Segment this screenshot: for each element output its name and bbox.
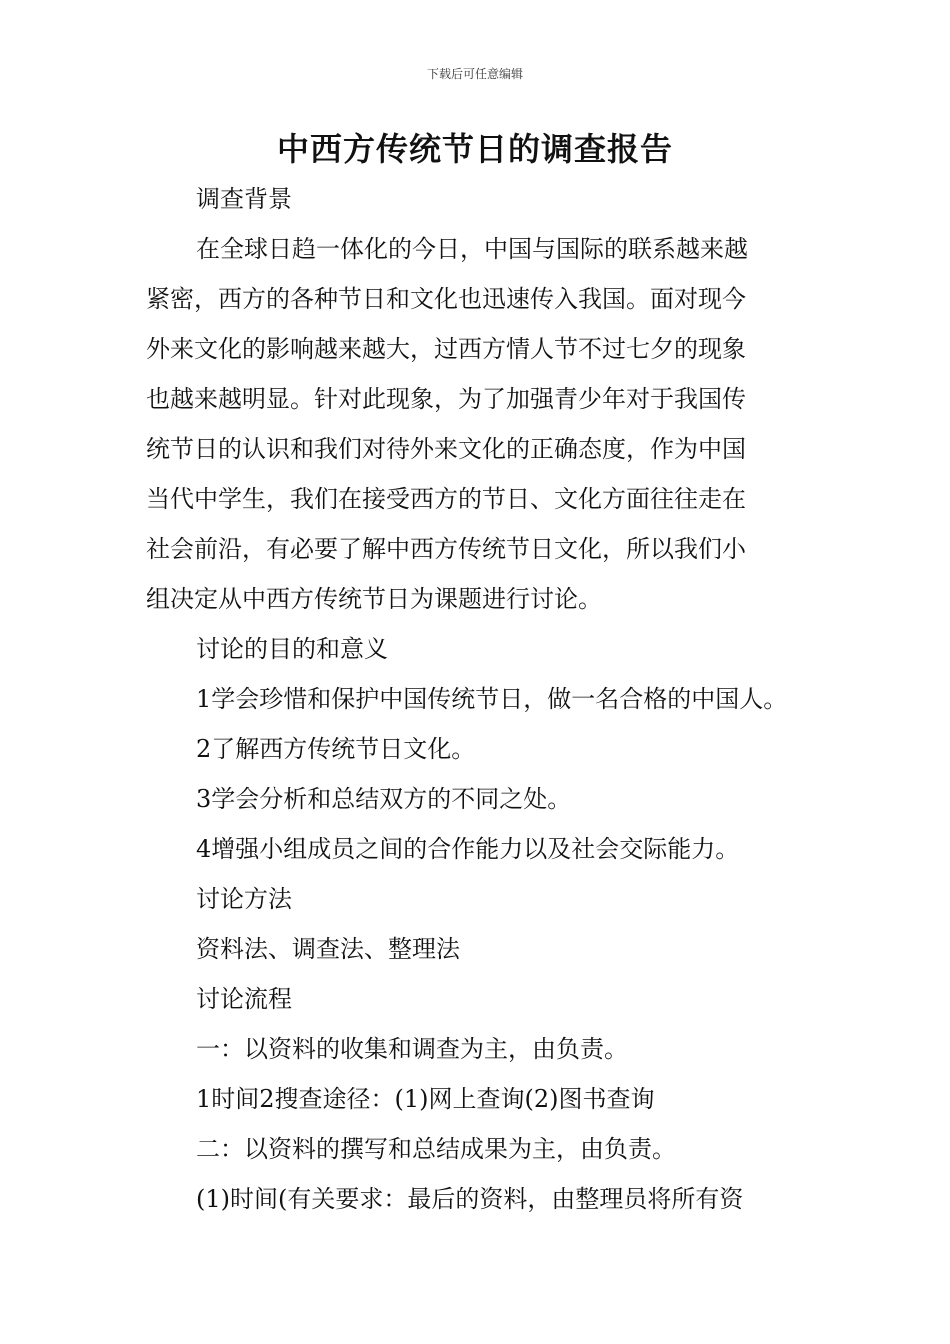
document-title: 中西方传统节日的调查报告 — [276, 130, 673, 168]
paragraph-line: 外来文化的影响越来越大，过西方情人节不过七夕的现象 — [146, 335, 746, 363]
list-item: 2了解西方传统节日文化。 — [196, 735, 476, 763]
section-heading-method: 讨论方法 — [196, 885, 292, 913]
section-heading-background: 调查背景 — [196, 185, 292, 213]
paragraph-line: (1)时间(有关要求：最后的资料，由整理员将所有资 — [196, 1185, 744, 1213]
paragraph-line: 1时间2搜查途径：(1)网上查询(2)图书查询 — [196, 1085, 655, 1113]
list-item: 3学会分析和总结双方的不同之处。 — [196, 785, 572, 813]
paragraph-line: 二：以资料的撰写和总结成果为主，由负责。 — [196, 1135, 676, 1163]
paragraph-line: 社会前沿，有必要了解中西方传统节日文化，所以我们小 — [146, 535, 746, 563]
paragraph-line: 也越来越明显。针对此现象，为了加强青少年对于我国传 — [146, 385, 746, 413]
list-item: 1学会珍惜和保护中国传统节日，做一名合格的中国人。 — [196, 685, 788, 713]
paragraph-line: 组决定从中西方传统节日为课题进行讨论。 — [146, 585, 602, 613]
paragraph-line: 紧密，西方的各种节日和文化也迅速传入我国。面对现今 — [146, 285, 746, 313]
paragraph-line: 一：以资料的收集和调查为主，由负责。 — [196, 1035, 628, 1063]
list-item: 4增强小组成员之间的合作能力以及社会交际能力。 — [196, 835, 740, 863]
paragraph-line: 统节日的认识和我们对待外来文化的正确态度，作为中国 — [146, 435, 746, 463]
section-heading-purpose: 讨论的目的和意义 — [196, 635, 388, 663]
paragraph-line: 在全球日趋一体化的今日，中国与国际的联系越来越 — [196, 235, 748, 263]
section-heading-process: 讨论流程 — [196, 985, 292, 1013]
paragraph-line: 资料法、调查法、整理法 — [196, 935, 460, 963]
paragraph-line: 当代中学生，我们在接受西方的节日、文化方面往往走在 — [146, 485, 746, 513]
page-header-note: 下载后可任意编辑 — [426, 67, 523, 81]
